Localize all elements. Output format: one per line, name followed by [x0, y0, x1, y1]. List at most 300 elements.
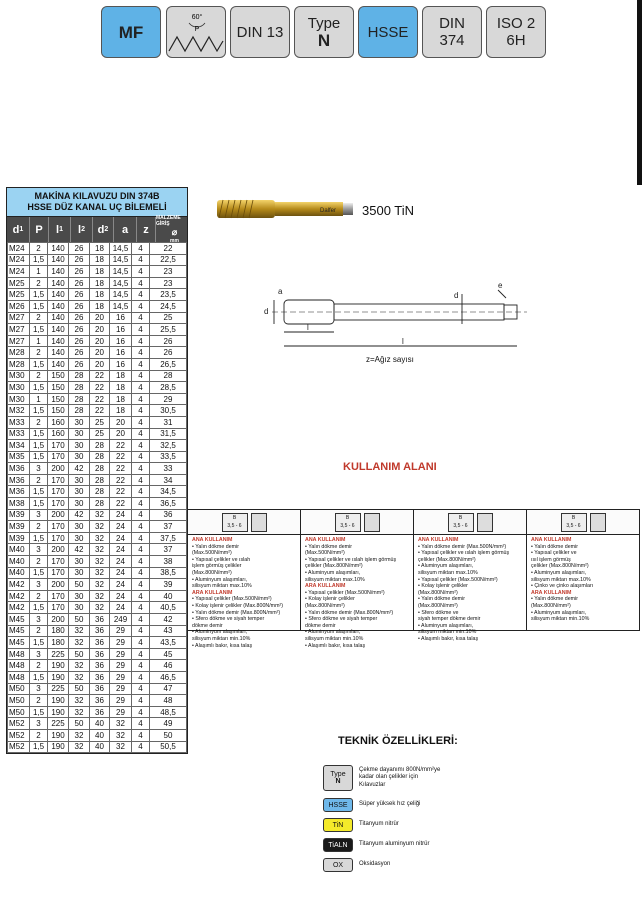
table-cell: M40 — [8, 567, 30, 579]
tap-type-icon — [561, 513, 587, 532]
usage-line: • Yapısal çelikler ve ıslah işlem görmüş — [418, 550, 510, 557]
tech-description-line: Süper yüksek hız çeliği — [359, 801, 421, 808]
table-cell: 20 — [90, 324, 110, 336]
table-cell: 26 — [69, 289, 90, 301]
table-cell: 28 — [69, 405, 90, 417]
table-cell: 40,5 — [150, 602, 187, 614]
thread-profile-icon — [167, 7, 225, 57]
type-value: N — [317, 31, 331, 50]
usage-text — [527, 535, 639, 623]
table-title-line1: MAKİNA KILAVUZU DIN 374B — [34, 191, 160, 201]
table-cell: 24 — [110, 556, 132, 568]
table-cell: 3 — [30, 509, 48, 521]
table-cell: M38 — [8, 498, 30, 510]
header-d1: d 1 — [7, 217, 30, 242]
table-cell: M35 — [8, 451, 30, 463]
table-cell: 40 — [90, 729, 110, 741]
table-cell: 2 — [30, 556, 48, 568]
header-d2: d 2 — [93, 217, 114, 242]
table-cell: 32 — [90, 544, 110, 556]
table-cell: 4 — [132, 289, 150, 301]
table-cell: 36 — [90, 637, 110, 649]
usage-line: silisyum miktarı max.10% — [418, 569, 478, 576]
dim-l2: l — [307, 323, 309, 332]
type-n-badge — [294, 6, 354, 58]
table-cell: 50 — [69, 648, 90, 660]
table-cell: 2 — [30, 416, 48, 428]
table-cell: 16 — [110, 324, 132, 336]
pitch-label: P — [194, 26, 200, 33]
table-cell: 29 — [110, 660, 132, 672]
table-row — [8, 718, 187, 730]
table-cell: 1 — [30, 393, 48, 405]
table-cell: 170 — [48, 521, 69, 533]
table-cell: 2 — [30, 347, 48, 359]
table-cell: 46,5 — [150, 671, 187, 683]
usage-line: (Max.500N/mm²) — [192, 550, 232, 557]
usage-line: silisyum miktarı max.10% — [531, 576, 591, 583]
table-cell: 4 — [132, 405, 150, 417]
usage-heading: ARA KULLANIM — [192, 589, 233, 596]
table-row — [8, 393, 187, 405]
table-cell: M52 — [8, 741, 30, 753]
tap-type-icon — [222, 513, 248, 532]
table-cell: 26 — [69, 300, 90, 312]
table-row — [8, 556, 187, 568]
table-row — [8, 695, 187, 707]
usage-line: • Aluminyum alaşımları, — [192, 576, 248, 583]
table-cell: 16 — [110, 358, 132, 370]
usage-line: (Max.800N/mm²) — [192, 569, 232, 576]
table-cell: 23,5 — [150, 289, 187, 301]
table-cell: M24 — [8, 243, 30, 255]
table-cell: 22 — [110, 463, 132, 475]
table-cell: 28 — [90, 486, 110, 498]
table-cell: 32 — [90, 509, 110, 521]
usage-line: (Max.800N/mm²) — [531, 602, 571, 609]
table-cell: 1,5 — [30, 741, 48, 753]
table-cell: 38,5 — [150, 567, 187, 579]
table-cell: 39 — [150, 579, 187, 591]
table-cell: 18 — [90, 300, 110, 312]
tech-badge-label: TiN — [332, 821, 344, 829]
table-cell: 32 — [90, 602, 110, 614]
mf-badge — [101, 6, 161, 58]
table-cell: 26 — [69, 335, 90, 347]
table-cell: 190 — [48, 706, 69, 718]
table-cell: 50 — [69, 614, 90, 626]
table-cell: 190 — [48, 671, 69, 683]
table-cell: 1,5 — [30, 358, 48, 370]
usage-line: • Aluminyum alaşımları, — [531, 609, 587, 616]
table-cell: 22 — [110, 486, 132, 498]
table-cell: 28,5 — [150, 382, 187, 394]
table-cell: 28 — [90, 451, 110, 463]
tech-description — [359, 841, 429, 849]
iso-line2: 6H — [506, 32, 526, 49]
table-cell: 249 — [110, 614, 132, 626]
table-cell: 4 — [132, 695, 150, 707]
table-cell: 26 — [69, 243, 90, 255]
table-cell: 30 — [69, 556, 90, 568]
table-cell: 26 — [69, 254, 90, 266]
table-row — [8, 683, 187, 695]
table-cell: 32 — [90, 521, 110, 533]
table-cell: 4 — [132, 567, 150, 579]
table-cell: 140 — [48, 300, 69, 312]
dim-d1: d — [264, 307, 269, 316]
table-cell: 4 — [132, 474, 150, 486]
table-cell: 4 — [132, 347, 150, 359]
table-cell: 4 — [132, 243, 150, 255]
usage-line: işlem görmüş çelikler — [192, 563, 242, 570]
table-cell: 180 — [48, 637, 69, 649]
table-cell: 2 — [30, 312, 48, 324]
table-cell: M25 — [8, 289, 30, 301]
usage-line: • Kolay işlenir çelikler (Max.800N/mm²) — [192, 602, 284, 609]
usage-line: • Yalın dökme demir — [305, 543, 352, 550]
table-cell: 38 — [150, 556, 187, 568]
tech-badge-label: TiALN — [328, 841, 348, 849]
tap-range-label: 3,5 - 6 — [227, 522, 242, 529]
table-cell: 33 — [150, 463, 187, 475]
table-cell: 1,5 — [30, 451, 48, 463]
tech-description — [359, 767, 440, 790]
table-cell: 190 — [48, 741, 69, 753]
table-cell: 24,5 — [150, 300, 187, 312]
table-cell: 4 — [132, 266, 150, 278]
usage-line: • Yalın dökme demir (Max.800N/mm²) — [192, 609, 281, 616]
table-row — [8, 405, 187, 417]
table-cell: 4 — [132, 370, 150, 382]
table-row — [8, 347, 187, 359]
table-cell: 47 — [150, 683, 187, 695]
usage-heading: ANA KULLANIM — [305, 537, 346, 543]
table-cell: 20 — [90, 312, 110, 324]
table-cell: 140 — [48, 266, 69, 278]
tap-application-icons — [301, 510, 413, 535]
mf-label: MF — [118, 22, 144, 42]
table-cell: M26 — [8, 300, 30, 312]
tech-legend-row — [323, 798, 420, 812]
table-cell: 36 — [90, 648, 110, 660]
table-row — [8, 266, 187, 278]
hsse-badge — [358, 6, 418, 58]
tech-legend-row — [323, 858, 390, 872]
table-cell: 4 — [132, 532, 150, 544]
usage-heading: ARA KULLANIM — [305, 583, 346, 590]
angle-label: 60° — [191, 14, 203, 21]
table-cell: 1,5 — [30, 428, 48, 440]
dimension-table — [6, 187, 188, 754]
table-row — [8, 463, 187, 475]
tech-badge-label: N — [335, 778, 341, 785]
dim-l1: l — [402, 337, 404, 346]
table-cell: 4 — [132, 729, 150, 741]
usage-line: • Yalın dökme demir (Max.800N/mm²) — [305, 609, 394, 616]
usage-line: • Yapısal çelikler ve — [531, 550, 577, 557]
table-row — [8, 509, 187, 521]
table-cell: 190 — [48, 729, 69, 741]
table-row — [8, 324, 187, 336]
usage-text — [414, 535, 526, 643]
table-cell: 1,5 — [30, 254, 48, 266]
tap-brand: Dalfer — [320, 208, 337, 214]
table-cell: 24 — [110, 544, 132, 556]
table-cell: 29 — [110, 648, 132, 660]
table-cell: 4 — [132, 590, 150, 602]
table-cell: M39 — [8, 509, 30, 521]
table-cell: 32 — [69, 729, 90, 741]
iso-badge — [486, 6, 546, 58]
table-cell: 4 — [132, 741, 150, 753]
usage-line: dökme demir — [305, 622, 336, 629]
tech-badge — [323, 858, 353, 872]
table-cell: 140 — [48, 324, 69, 336]
table-row — [8, 660, 187, 672]
table-cell: 18 — [90, 266, 110, 278]
table-cell: M52 — [8, 729, 30, 741]
table-cell: 32 — [69, 625, 90, 637]
table-cell: 26 — [69, 312, 90, 324]
table-cell: 16 — [110, 335, 132, 347]
table-cell: 36 — [90, 683, 110, 695]
table-cell: 24 — [110, 521, 132, 533]
table-row — [8, 579, 187, 591]
table-cell: 28 — [69, 382, 90, 394]
usage-column — [414, 510, 527, 642]
table-cell: 170 — [48, 556, 69, 568]
usage-heading: ANA KULLANIM — [531, 537, 572, 543]
tap-range-label: 3,5 - 6 — [340, 522, 355, 529]
table-cell: 29 — [110, 625, 132, 637]
table-cell: M25 — [8, 277, 30, 289]
table-cell: 200 — [48, 509, 69, 521]
usage-text — [301, 535, 413, 649]
tap-type-icon — [335, 513, 361, 532]
table-cell: 1,5 — [30, 567, 48, 579]
table-cell: M36 — [8, 474, 30, 486]
table-row — [8, 590, 187, 602]
table-cell: 4 — [132, 498, 150, 510]
usage-line: • Aluminyum alaşımları, — [418, 563, 474, 570]
table-cell: 30 — [69, 532, 90, 544]
table-cell: 4 — [132, 451, 150, 463]
table-cell: 22 — [110, 440, 132, 452]
table-cell: 225 — [48, 718, 69, 730]
table-cell: 4 — [132, 463, 150, 475]
table-cell: 25 — [150, 312, 187, 324]
table-cell: 1,5 — [30, 532, 48, 544]
table-cell: 20 — [90, 358, 110, 370]
table-cell: 18 — [90, 277, 110, 289]
table-cell: 150 — [48, 370, 69, 382]
table-cell: 14,5 — [110, 277, 132, 289]
table-row — [8, 382, 187, 394]
table-cell: M28 — [8, 358, 30, 370]
table-cell: 36 — [90, 695, 110, 707]
table-cell: 3 — [30, 544, 48, 556]
dim-a: a — [278, 287, 283, 296]
table-cell: M48 — [8, 660, 30, 672]
table-cell: 2 — [30, 277, 48, 289]
table-cell: 32 — [69, 706, 90, 718]
table-cell: 2 — [30, 660, 48, 672]
table-cell: 24 — [110, 602, 132, 614]
type-label: Type — [307, 15, 341, 32]
table-row — [8, 370, 187, 382]
table-cell: M36 — [8, 463, 30, 475]
table-cell: 225 — [48, 683, 69, 695]
table-cell: 4 — [132, 637, 150, 649]
dim-d2: d — [454, 291, 459, 300]
table-cell: 4 — [132, 683, 150, 695]
table-cell: 26 — [69, 324, 90, 336]
table-cell: 18 — [90, 243, 110, 255]
table-cell: 50 — [150, 729, 187, 741]
table-header — [7, 217, 187, 242]
usage-heading: ANA KULLANIM — [418, 537, 459, 543]
table-row — [8, 498, 187, 510]
tap-type-label: B — [345, 514, 350, 521]
table-cell: 4 — [132, 440, 150, 452]
usage-line: • Yalın dökme demir (Max.500N/mm²) — [418, 543, 507, 550]
table-cell: 170 — [48, 567, 69, 579]
table-cell: 28 — [69, 393, 90, 405]
table-cell: 32 — [90, 532, 110, 544]
table-row — [8, 254, 187, 266]
table-cell: M30 — [8, 382, 30, 394]
tech-description-line: Çekme dayanımı 800N/mm²ye — [359, 766, 441, 773]
usage-line: • Sfero dökme ve siyah temper — [305, 616, 378, 623]
table-cell: 190 — [48, 660, 69, 672]
header-l1: l 1 — [49, 217, 71, 242]
table-row — [8, 358, 187, 370]
table-cell: 180 — [48, 625, 69, 637]
table-row — [8, 625, 187, 637]
table-row — [8, 671, 187, 683]
table-cell: 14,5 — [110, 243, 132, 255]
table-cell: 18 — [90, 289, 110, 301]
usage-line: • Yapısal çelikler (Max.500N/mm²) — [192, 596, 272, 603]
table-cell: 140 — [48, 347, 69, 359]
table-cell: 22,5 — [150, 254, 187, 266]
hole-type-icon — [477, 513, 493, 532]
table-cell: 50 — [69, 579, 90, 591]
table-cell: 22 — [110, 451, 132, 463]
table-cell: M24 — [8, 266, 30, 278]
table-cell: 200 — [48, 463, 69, 475]
table-cell: 31 — [150, 416, 187, 428]
table-cell: M33 — [8, 428, 30, 440]
tech-description-line: Kılavuzlar — [359, 781, 386, 788]
usage-line: • Yalın dökme demir — [531, 543, 578, 550]
table-cell: 4 — [132, 671, 150, 683]
table-cell: 2 — [30, 521, 48, 533]
table-cell: M33 — [8, 416, 30, 428]
tech-badge — [323, 838, 353, 852]
table-row — [8, 428, 187, 440]
table-title — [7, 188, 187, 217]
table-cell: 20 — [110, 416, 132, 428]
table-cell: 22 — [90, 393, 110, 405]
tap-photo — [215, 190, 355, 228]
table-cell: 16 — [110, 312, 132, 324]
table-cell: 42 — [69, 544, 90, 556]
table-cell: 26 — [69, 277, 90, 289]
tech-description-line: Titanyum aluminyum nitrür — [359, 841, 430, 848]
header-drill — [156, 217, 193, 242]
table-cell: 48 — [150, 695, 187, 707]
table-cell: 140 — [48, 312, 69, 324]
table-cell: 20 — [90, 347, 110, 359]
table-cell: M42 — [8, 590, 30, 602]
usage-line: • Aluminyum alaşımları, — [192, 629, 248, 636]
usage-line: • Kolay işlenir çelikler — [305, 596, 355, 603]
table-cell: 4 — [132, 648, 150, 660]
table-cell: 2 — [30, 243, 48, 255]
usage-line: • Yalın dökme demir — [192, 543, 239, 550]
table-cell: M50 — [8, 683, 30, 695]
table-row — [8, 451, 187, 463]
table-cell: 1,5 — [30, 637, 48, 649]
hole-type-icon — [251, 513, 267, 532]
usage-line: • Yapısal çelikler ve ıslah işlem görmüş — [305, 556, 397, 563]
table-cell: M45 — [8, 625, 30, 637]
table-cell: 33,5 — [150, 451, 187, 463]
table-cell: 32 — [110, 729, 132, 741]
table-cell: 1,5 — [30, 405, 48, 417]
table-cell: M27 — [8, 312, 30, 324]
table-cell: M40 — [8, 556, 30, 568]
table-cell: 32 — [69, 637, 90, 649]
table-cell: 14,5 — [110, 289, 132, 301]
table-cell: 140 — [48, 254, 69, 266]
drill-header-unit: mm — [170, 238, 179, 244]
table-cell: 43,5 — [150, 637, 187, 649]
tech-badge-label: HSSE — [328, 801, 348, 809]
table-cell: 36 — [90, 706, 110, 718]
table-row — [8, 277, 187, 289]
table-body — [7, 242, 187, 753]
table-cell: 4 — [132, 335, 150, 347]
usage-line: • Aluminyum alaşımları, — [418, 622, 474, 629]
usage-line: dökme demir — [192, 622, 223, 629]
tap-application-icons — [188, 510, 300, 535]
thread-profile-badge — [166, 6, 226, 58]
usage-column — [301, 510, 414, 649]
usage-line: (Max.800N/mm²) — [305, 602, 345, 609]
table-cell: 4 — [132, 718, 150, 730]
table-cell: 150 — [48, 405, 69, 417]
usage-grid — [187, 509, 640, 649]
usage-line: silisyum miktarı max.10% — [305, 576, 365, 583]
table-cell: 28 — [150, 370, 187, 382]
table-cell: 30 — [69, 567, 90, 579]
table-cell: 3 — [30, 718, 48, 730]
table-cell: M42 — [8, 579, 30, 591]
table-cell: 170 — [48, 451, 69, 463]
table-cell: M39 — [8, 532, 30, 544]
table-cell: 37 — [150, 521, 187, 533]
table-cell: 190 — [48, 695, 69, 707]
table-cell: 4 — [132, 521, 150, 533]
table-row — [8, 706, 187, 718]
table-cell: 24 — [110, 590, 132, 602]
table-cell: M48 — [8, 648, 30, 660]
tap-range-label: 3,5 - 6 — [566, 522, 581, 529]
table-cell: 200 — [48, 544, 69, 556]
